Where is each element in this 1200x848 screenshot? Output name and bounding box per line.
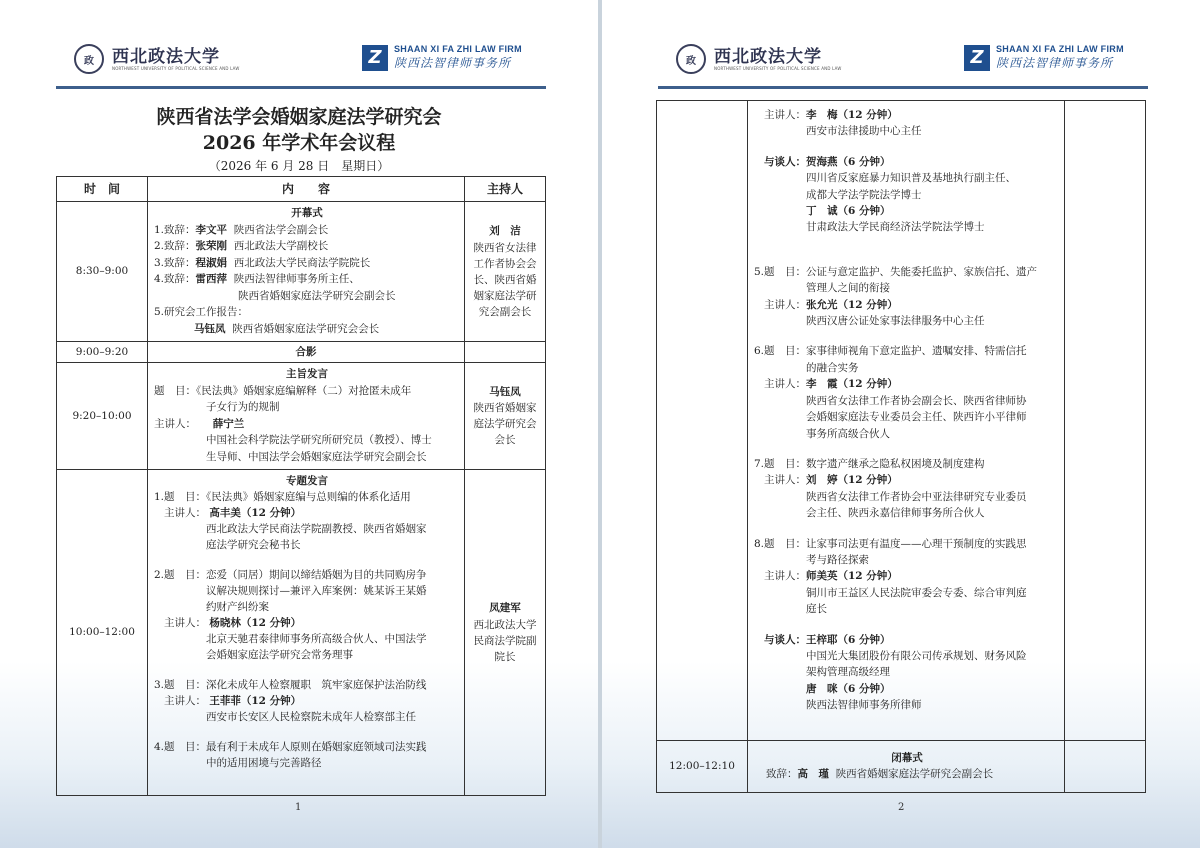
- line-label: [754, 360, 806, 376]
- agenda-line: 4.题 目：最有利于未成年人原则在婚姻家庭领域司法实践: [154, 741, 427, 753]
- agenda-line: 题 目：《民法典》婚姻家庭编解释（二）对抢匿未成年: [154, 384, 412, 397]
- host-cell: [465, 342, 546, 363]
- agenda-row-opening: [57, 202, 546, 342]
- agenda-line: [754, 123, 1060, 139]
- line-label: 主讲人：: [764, 378, 806, 391]
- page-2: [602, 0, 1200, 848]
- line-text: 的融合实务: [806, 361, 859, 374]
- line-label: 主讲人：: [764, 109, 806, 121]
- agenda-line: 2.题 目：恋爱（同居）期间以缔结婚姻为目的共同购房争: [154, 569, 427, 581]
- spacer: [754, 250, 1060, 264]
- agenda-line: 陕西省婚姻家庭法学研究会副会长: [238, 289, 396, 302]
- line-label: [754, 313, 806, 329]
- agenda-line: [754, 360, 1060, 376]
- spacer: [754, 140, 1060, 154]
- line-label: 主讲人：: [764, 474, 806, 487]
- line-text: 数字遗产继承之隐私权困境及制度建构: [806, 457, 985, 470]
- time-cell: 8:30–9:00: [57, 202, 148, 342]
- line-text: 李 霞（12 分钟）: [806, 378, 898, 391]
- agenda-row-special-continued: [657, 101, 1146, 741]
- agenda-line: 会婚姻家庭法学研究会常务理事: [206, 649, 353, 661]
- time-cell: 9:00–9:20: [57, 342, 148, 363]
- agenda-line: [754, 697, 1060, 713]
- line-text: 管理人之间的衔接: [806, 282, 890, 295]
- agenda-line: [754, 426, 1060, 442]
- line-text: 成都大学法学院法学博士: [806, 188, 922, 201]
- table-header-row: [57, 177, 546, 202]
- agenda-line: [754, 664, 1060, 680]
- time-cell: 10:00–12:00: [57, 470, 148, 796]
- agenda-line: [754, 568, 1060, 584]
- agenda-line: [754, 536, 1060, 552]
- line-text: 庭长: [806, 603, 827, 616]
- line-label: [754, 601, 806, 617]
- university-name: 西北政法大学: [714, 46, 822, 67]
- agenda-line: [754, 681, 1060, 697]
- host-cell: [1065, 741, 1146, 793]
- law-firm-logo: [964, 44, 1124, 71]
- content-cell: [748, 101, 1065, 741]
- host-desc: 西北政法大学民商法学院副院长: [473, 618, 537, 663]
- line-text: 陕西汉唐公证处家事法律服务中心主任: [806, 315, 985, 328]
- header-divider: [658, 86, 1148, 89]
- agenda-line: [754, 456, 1060, 472]
- line-label: [754, 681, 806, 697]
- host-desc: 陕西省女法律工作者协会会长、陕西省婚姻家庭法学研究会副会长: [473, 241, 537, 318]
- host-cell: [465, 202, 546, 342]
- agenda-line: [754, 648, 1060, 664]
- host-cell: [1065, 101, 1146, 741]
- agenda-line: [754, 601, 1060, 617]
- line-text: 贺海燕（6 分钟）: [806, 155, 891, 168]
- spacer: [754, 236, 1060, 250]
- agenda-line: [754, 585, 1060, 601]
- header-time: 时 间: [57, 177, 148, 202]
- line-text: 家事律师视角下意定监护、遗嘱安排、特需信托: [806, 345, 1027, 358]
- spacer: [754, 329, 1060, 343]
- line-label: [754, 409, 806, 425]
- agenda-line: [754, 170, 1060, 186]
- line-text: 公证与意定监护、失能委托监护、家族信托、遗产: [806, 265, 1037, 278]
- line-label: [754, 170, 806, 186]
- agenda-line: [754, 154, 1060, 170]
- line-text: 会主任、陕西永嘉信律师事务所合伙人: [806, 507, 985, 520]
- law-firm-name-cn: 陕西法智律师事务所: [394, 56, 512, 70]
- document-title: 陕西省法学会婚姻家庭法学研究会: [156, 106, 442, 128]
- agenda-line: 主讲人： 王菲菲（12 分钟）: [164, 695, 302, 707]
- line-label: [754, 187, 806, 203]
- page-header: [0, 44, 598, 80]
- line-label: [754, 219, 806, 235]
- agenda-line: 西安市长安区人民检察院未成年人检察部主任: [206, 711, 416, 723]
- line-text: 陕西省女法律工作者协会副会长、陕西省律师协: [806, 394, 1027, 407]
- university-name: 西北政法大学: [112, 46, 220, 67]
- agenda-row-keynote: [57, 363, 546, 470]
- line-text: 丁 诚（6 分钟）: [806, 205, 891, 218]
- agenda-line: 2.致辞：张荣刚 西北政法大学副校长: [154, 240, 329, 252]
- page-1: [0, 0, 598, 848]
- agenda-line: [754, 203, 1060, 219]
- time-cell: [657, 101, 748, 741]
- line-label: 主讲人：: [764, 298, 806, 311]
- line-text: 让家事司法更有温度——心理干预制度的实践思: [806, 537, 1027, 550]
- line-label: 与谈人：: [764, 155, 806, 168]
- agenda-line: 马钰凤 陕西省婚姻家庭法学研究会会长: [194, 322, 380, 335]
- content-cell: [148, 202, 465, 342]
- agenda-line: [754, 343, 1060, 359]
- line-text: 西安市法律援助中心主任: [806, 125, 922, 138]
- host-desc: 陕西省婚姻家庭法学研究会会长: [473, 402, 537, 447]
- line-label: [754, 505, 806, 521]
- line-text: 中国光大集团股份有限公司传承规划、财务风险: [806, 649, 1027, 662]
- line-text: 陕西法智律师事务所律师: [806, 699, 922, 712]
- line-text: 事务所高级合伙人: [806, 427, 890, 440]
- content-cell: [748, 741, 1065, 793]
- line-text: 刘 婷（12 分钟）: [806, 474, 898, 487]
- law-firm-name-en: SHAAN XI FA ZHI LAW FIRM: [394, 44, 522, 54]
- content-cell: [148, 470, 465, 796]
- agenda-line: [754, 219, 1060, 235]
- host-cell: [465, 363, 546, 470]
- agenda-line: [754, 472, 1060, 488]
- agenda-line: 中国社会科学院法学研究所研究员（教授）、博士: [206, 434, 432, 446]
- line-label: 8.题 目：: [754, 537, 807, 550]
- agenda-line: [754, 632, 1060, 648]
- line-text: 李 梅（12 分钟）: [806, 109, 898, 121]
- line-label: [754, 664, 806, 680]
- agenda-line: 主讲人： 薛宁兰: [154, 417, 245, 430]
- line-label: 5.题 目：: [754, 265, 807, 278]
- line-text: 师美英（12 分钟）: [806, 570, 898, 583]
- session-heading: 专题发言: [286, 475, 328, 487]
- line-text: 张允光（12 分钟）: [806, 298, 898, 311]
- page-number: 1: [295, 802, 302, 813]
- agenda-line: 1.题 目：《民法典》婚姻家庭编与总则编的体系化适用: [154, 491, 411, 503]
- law-firm-name-en: SHAAN XI FA ZHI LAW FIRM: [996, 44, 1124, 54]
- host-name: 刘 洁: [489, 225, 521, 238]
- header-content: 内 容: [148, 177, 465, 202]
- host-cell: [465, 470, 546, 796]
- line-text: 铜川市王益区人民法院审委会专委、综合审判庭: [806, 586, 1027, 599]
- host-name: 凤建军: [489, 602, 521, 615]
- line-text: 四川省反家庭暴力知识普及基地执行副主任、: [806, 172, 1016, 185]
- time-cell: 9:20–10:00: [57, 363, 148, 470]
- university-name-en: NORTHWEST UNIVERSITY OF POLITICAL SCIENCE AND LAW: [714, 65, 842, 71]
- line-label: [754, 280, 806, 296]
- agenda-line: [754, 409, 1060, 425]
- line-label: [754, 585, 806, 601]
- agenda-line: 主讲人： 高丰美（12 分钟）: [164, 507, 302, 519]
- spacer: [754, 618, 1060, 632]
- line-text: 考与路径探索: [806, 553, 869, 566]
- agenda-table: [56, 176, 546, 796]
- agenda-line: 5.研究会工作报告：: [154, 306, 249, 318]
- university-seal-icon: 政: [74, 44, 104, 74]
- line-text: 唐 咪（6 分钟）: [806, 682, 891, 695]
- header-divider: [56, 86, 546, 89]
- agenda-line: 子女行为的规制: [206, 401, 280, 413]
- university-logo: [676, 44, 841, 74]
- session-heading: 闭幕式: [891, 751, 923, 764]
- agenda-line: [754, 187, 1060, 203]
- agenda-line: 北京天驰君泰律师事务所高级合伙人、中国法学: [206, 633, 427, 645]
- line-text: 会婚姻家庭法专业委员会主任、陕西许小平律师: [806, 411, 1027, 424]
- university-logo: [74, 44, 239, 74]
- agenda-line: 3.题 目：深化未成年人检察履职 筑牢家庭保护法治防线: [154, 679, 427, 691]
- agenda-line: [754, 376, 1060, 392]
- page-number: 2: [898, 802, 905, 813]
- university-seal-icon: 政: [676, 44, 706, 74]
- agenda-line: [754, 280, 1060, 296]
- host-name: 马钰凤: [489, 385, 521, 398]
- content-cell: 合影: [148, 342, 465, 363]
- agenda-table-continued: [656, 100, 1146, 793]
- law-firm-mark-icon: Z: [362, 45, 388, 71]
- agenda-row-closing: [657, 741, 1146, 793]
- line-label: 7.题 目：: [754, 457, 807, 470]
- line-label: [754, 489, 806, 505]
- line-text: 王梓耶（6 分钟）: [806, 633, 891, 646]
- line-label: [754, 393, 806, 409]
- agenda-line: [754, 489, 1060, 505]
- agenda-line: [754, 505, 1060, 521]
- agenda-line: 中的适用困境与完善路径: [206, 757, 322, 769]
- agenda-line: [754, 297, 1060, 313]
- law-firm-mark-icon: Z: [964, 45, 990, 71]
- university-name-en: NORTHWEST UNIVERSITY OF POLITICAL SCIENCE AND LAW: [112, 65, 240, 71]
- agenda-line: [754, 393, 1060, 409]
- line-label: 与谈人：: [764, 633, 806, 646]
- header-host: 主持人: [465, 177, 546, 202]
- agenda-line: 庭法学研究会秘书长: [206, 539, 301, 551]
- agenda-line: [754, 264, 1060, 280]
- session-heading: 主旨发言: [286, 368, 328, 380]
- line-text: 陕西省女法律工作者协会中亚法律研究专业委员: [806, 490, 1027, 503]
- line-label: 主讲人：: [764, 570, 806, 583]
- spacer: [754, 522, 1060, 536]
- line-label: [754, 123, 806, 139]
- meeting-date: （2026 年 6 月 28 日 星期日）: [208, 159, 390, 173]
- agenda-lines: [754, 107, 1060, 714]
- agenda-row-photo: [57, 342, 546, 363]
- agenda-line: 议解决规则探讨—兼评入库案例：姚某诉王某婚: [206, 585, 427, 597]
- spacer: [754, 442, 1060, 456]
- line-label: [754, 648, 806, 664]
- law-firm-logo: [362, 44, 522, 71]
- line-label: [754, 552, 806, 568]
- line-label: 6.题 目：: [754, 345, 807, 358]
- agenda-line: 主讲人： 杨晓林（12 分钟）: [164, 617, 302, 629]
- agenda-line: [754, 552, 1060, 568]
- agenda-line: 3.致辞：程淑娟 西北政法大学民商法学院院长: [154, 256, 371, 269]
- page-header: [602, 44, 1200, 80]
- line-label: [754, 697, 806, 713]
- agenda-line: [754, 107, 1060, 123]
- agenda-line: 1.致辞：李文平 陕西省法学会副会长: [154, 223, 329, 236]
- agenda-line: 4.致辞：雷西萍 陕西法智律师事务所主任、: [154, 273, 360, 285]
- line-text: 甘肃政法大学民商经济法学院法学博士: [806, 221, 985, 234]
- agenda-line: 西北政法大学民商法学院副教授、陕西省婚姻家: [206, 523, 427, 535]
- agenda-line: [754, 313, 1060, 329]
- agenda-row-special: [57, 470, 546, 796]
- agenda-line: 生导师、中国法学会婚姻家庭法学研究会副会长: [206, 450, 427, 463]
- document-subtitle: 2026 年学术年会议程: [202, 132, 396, 154]
- session-heading: 开幕式: [291, 207, 323, 219]
- line-text: 架构管理高级经理: [806, 666, 890, 679]
- agenda-line: 致辞：高 瑾 陕西省婚姻家庭法学研究会副会长: [766, 768, 994, 780]
- line-label: [754, 203, 806, 219]
- line-label: [754, 426, 806, 442]
- agenda-line: 约财产纠纷案: [206, 601, 269, 613]
- time-cell: 12:00–12:10: [657, 741, 748, 793]
- content-cell: [148, 363, 465, 470]
- law-firm-name-cn: 陕西法智律师事务所: [996, 56, 1114, 70]
